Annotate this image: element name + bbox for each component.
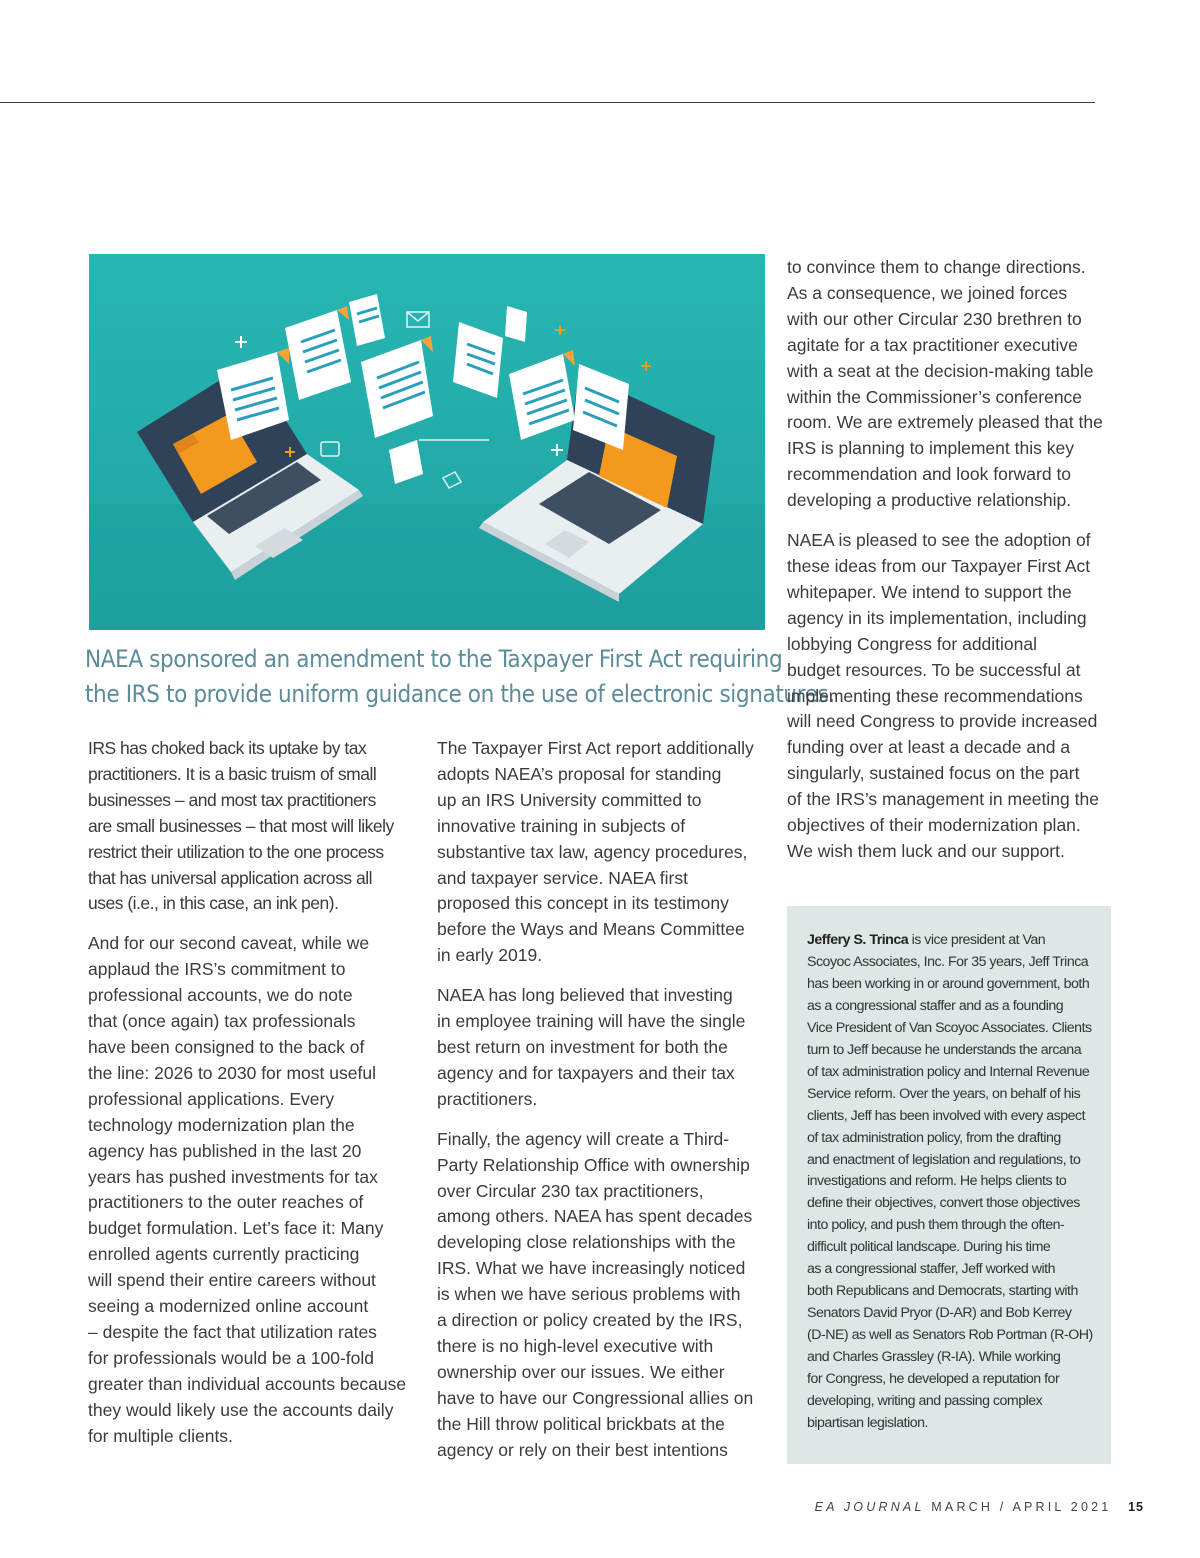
paragraph [437,1127,769,1464]
text-line: budget formulation. Let’s face it: Many [88,1218,384,1239]
body-column-3 [787,255,1112,879]
text-line: agency has published in the last 20 [88,1140,362,1161]
bio-line: Service reform. Over the years, on behalf of his [807,1085,1081,1102]
text-line: professional accounts, we do note [88,985,353,1006]
text-line: agency in its implementation, including [787,607,1087,628]
issue-date: MARCH / APRIL 2021 [931,1500,1112,1514]
text-line: IRS is planning to implement this key [787,438,1074,459]
page-number: 15 [1128,1500,1144,1514]
text-line: NAEA is pleased to see the adoption of [787,530,1091,551]
text-line: As a consequence, we joined forces [787,282,1068,303]
text-line: they would likely use the accounts daily [88,1399,394,1420]
text-line: a direction or policy created by the IRS, [437,1310,743,1331]
text-line: that (once again) tax professionals [88,1011,356,1032]
text-line: over Circular 230 tax practitioners, [437,1180,704,1201]
text-line: best return on investment for both the [437,1036,728,1057]
text-line: with a seat at the decision-making table [787,360,1094,381]
text-line: applaud the IRS’s commitment to [88,959,346,980]
bio-line: developing, writing and passing complex [807,1393,1043,1410]
text-line: recommendation and look forward to [787,464,1072,485]
bio-line: of tax administration policy and Internal Revenue [807,1063,1090,1080]
text-line: room. We are extremely pleased that the [787,412,1103,433]
bio-text: is vice president at Van [908,932,1046,948]
body-column-1 [88,736,418,1463]
caption-line: NAEA sponsored an amendment to the Taxpayer First Act requiring [85,645,783,673]
text-line: for professionals would be a 100-fold [88,1347,375,1368]
text-line: enrolled agents currently practicing [88,1244,360,1265]
text-line: ownership over our issues. We either [437,1361,725,1382]
text-line: developing close relationships with the [437,1232,736,1253]
text-line: within the Commissioner’s conference [787,386,1083,407]
paragraph [787,255,1112,514]
bio-line: as a congressional staffer and as a founding [807,997,1064,1014]
text-line: Party Relationship Office with ownership [437,1154,750,1175]
text-line: have been consigned to the back of [88,1036,365,1057]
bio-line: into policy, and push them through the often- [807,1217,1065,1234]
bio-line: for Congress, he developed a reputation for [807,1371,1060,1388]
bio-line: difficult political landscape. During his time [807,1239,1051,1256]
text-line: And for our second caveat, while we [88,933,370,954]
text-line: agency and for taxpayers and their tax [437,1062,735,1083]
bio-line: and enactment of legislation and regulations, to [807,1151,1081,1168]
text-line: with our other Circular 230 brethren to [787,308,1082,329]
bio-line [807,930,1101,952]
text-line: IRS. What we have increasingly noticed [437,1258,746,1279]
caption-line: the IRS to provide uniform guidance on the use of electronic signatures. [85,680,835,708]
bio-line: clients, Jeff has been involved with every aspect [807,1107,1086,1124]
page-footer [815,1500,1144,1514]
author-name: Jeffery S. Trinca [807,932,909,948]
bio-line: bipartisan legislation. [807,1414,928,1431]
author-bio-box [787,906,1111,1464]
bio-line: Scoyoc Associates, Inc. For 35 years, Jeff Trinca [807,953,1089,970]
text-line: for multiple clients. [88,1425,233,1446]
text-line: greater than individual accounts because [88,1373,407,1394]
paragraph [787,528,1112,865]
body-column-2 [437,736,769,1477]
text-line: IRS has choked back its uptake by tax [88,738,367,758]
text-line: there is no high-level executive with [437,1335,714,1356]
text-line: will spend their entire careers without [88,1270,376,1291]
paragraph [437,983,769,1113]
text-line: in early 2019. [437,945,543,966]
bio-line: as a congressional staffer, Jeff worked with [807,1261,1055,1278]
pull-quote-caption [85,642,835,712]
text-line: of the IRS’s management in meeting the [787,789,1099,810]
text-line: businesses – and most tax practitioners [88,789,376,810]
text-line: before the Ways and Means Committee [437,919,745,940]
text-line: whitepaper. We intend to support the [787,581,1072,602]
text-line: implementing these recommendations [787,685,1083,706]
text-line: in employee training will have the single [437,1011,746,1032]
text-line: the line: 2026 to 2030 for most useful [88,1062,376,1083]
text-line: agency or rely on their best intentions [437,1439,728,1460]
paragraph [88,931,418,1449]
text-line: these ideas from our Taxpayer First Act [787,555,1091,576]
text-line: proposed this concept in its testimony [437,893,729,914]
bio-line: define their objectives, convert those objectives [807,1195,1080,1212]
text-line: objectives of their modernization plan. [787,815,1081,836]
text-line: practitioners. [437,1088,538,1109]
text-line: technology modernization plan the [88,1114,355,1135]
bio-line: investigations and reform. He helps clients to [807,1173,1067,1190]
text-line: lobbying Congress for additional [787,633,1038,654]
text-line: professional applications. Every [88,1088,335,1109]
text-line: practitioners to the outer reaches of [88,1192,364,1213]
text-line: The Taxpayer First Act report additionally [437,738,754,758]
text-line: years has pushed investments for tax [88,1166,378,1187]
text-line: – despite the fact that utilization rates [88,1321,377,1342]
text-line: adopts NAEA’s proposal for standing [437,763,722,784]
text-line: developing a productive relationship. [787,490,1072,511]
bio-line: and Charles Grassley (R-IA). While working [807,1349,1061,1366]
text-line: will need Congress to provide increased [787,711,1098,732]
text-line: innovative training in subjects of [437,815,686,836]
bio-line: of tax administration policy, from the drafting [807,1129,1061,1146]
text-line: agitate for a tax practitioner executive [787,334,1078,355]
text-line: NAEA has long believed that investing [437,985,733,1006]
text-line: that has universal application across all [88,867,372,888]
text-line: restrict their utilization to the one process [88,841,384,862]
text-line: singularly, sustained focus on the part [787,763,1080,784]
laptops-documents-illustration [89,254,765,630]
paragraph [88,736,418,917]
header-rule [0,102,1095,103]
text-line: to convince them to change directions. [787,257,1086,277]
text-line: up an IRS University committed to [437,789,702,810]
text-line: is when we have serious problems with [437,1284,741,1305]
text-line: practitioners. It is a basic truism of small [88,763,377,784]
bio-line: both Republicans and Democrats, starting with [807,1283,1078,1300]
text-line: substantive tax law, agency procedures, [437,841,748,862]
text-line: uses (i.e., in this case, an ink pen). [88,893,339,914]
bio-line: has been working in or around government, both [807,975,1090,992]
text-line: We wish them luck and our support. [787,840,1065,861]
text-line: Finally, the agency will create a Third- [437,1128,730,1149]
bio-line: (D-NE) as well as Senators Rob Portman (R-OH) [807,1327,1093,1344]
text-line: and taxpayer service. NAEA first [437,867,688,888]
text-line: are small businesses – that most will likely [88,815,394,836]
bio-line: Vice President of Van Scoyoc Associates. Clients [807,1019,1092,1036]
bio-line: turn to Jeff because he understands the arcana [807,1041,1082,1058]
bio-line: Senators David Pryor (D-AR) and Bob Kerrey [807,1305,1072,1322]
text-line: among others. NAEA has spent decades [437,1206,753,1227]
text-line: funding over at least a decade and a [787,737,1071,758]
text-line: budget resources. To be successful at [787,659,1081,680]
text-line: have to have our Congressional allies on [437,1387,754,1408]
paragraph [437,736,769,969]
text-line: the Hill throw political brickbats at the [437,1413,725,1434]
journal-name: EA JOURNAL [814,1500,925,1514]
text-line: seeing a modernized online account [88,1296,369,1317]
